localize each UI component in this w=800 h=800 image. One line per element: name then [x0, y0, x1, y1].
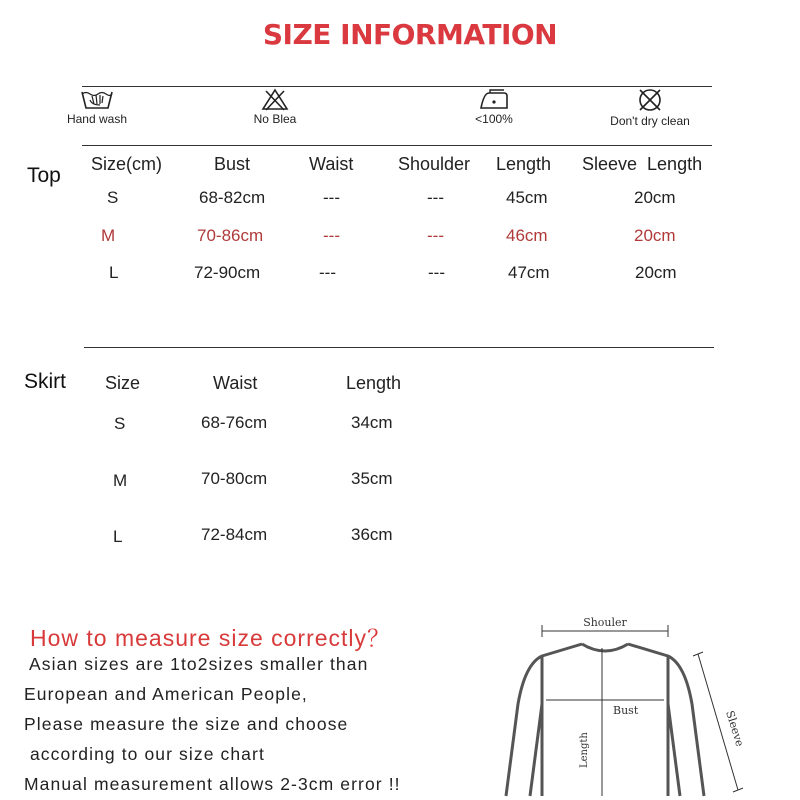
diagram-length-label: Length — [579, 732, 590, 768]
top-row-l-bust: 72-90cm — [194, 263, 261, 282]
howto-line: according to our size chart — [24, 744, 265, 764]
top-row-s-shoulder: --- — [427, 188, 444, 207]
skirt-row-s-waist: 68-76cm — [201, 413, 268, 432]
iron-label: <100% — [475, 112, 513, 126]
hand-wash-icon — [80, 88, 114, 112]
diagram-shoulder-label: Shouler — [583, 616, 627, 629]
howto-line: European and American People, — [24, 684, 308, 704]
howto-line: Asian sizes are 1to2sizes smaller than — [24, 654, 369, 674]
top-row-l-waist: --- — [319, 263, 336, 282]
top-row-l-size: L — [109, 263, 119, 282]
top-row-m-shoulder: --- — [427, 226, 444, 245]
skirt-row-m-waist: 70-80cm — [201, 469, 268, 488]
top-header-sleeve-length: Sleeve Length — [582, 154, 703, 174]
top-row-m-bust: 70-86cm — [197, 226, 264, 245]
howto-line: Please measure the size and choose — [24, 714, 349, 734]
care-bottom-divider — [82, 145, 712, 146]
care-hand-wash — [60, 88, 134, 126]
top-row-m-size: M — [101, 226, 116, 245]
top-row-m-sleeve: 20cm — [634, 226, 676, 245]
top-row-l-shoulder: --- — [428, 263, 445, 282]
page-title: SIZE INFORMATION — [262, 18, 558, 51]
top-row-m-length: 46cm — [506, 226, 548, 245]
skirt-row-m-length: 35cm — [351, 469, 393, 488]
top-row-s-sleeve: 20cm — [634, 188, 676, 207]
top-header-length: Length — [496, 154, 552, 174]
skirt-header-size: Size — [105, 373, 141, 393]
top-row-l-length: 47cm — [508, 263, 550, 282]
care-no-dry-clean — [602, 88, 698, 128]
measure-lines — [542, 625, 743, 796]
top-row-s-waist: --- — [323, 188, 340, 207]
sweater-outline — [506, 644, 704, 796]
skirt-row-l-length: 36cm — [351, 525, 393, 544]
no-dry-clean-icon — [637, 88, 663, 112]
skirt-header-waist: Waist — [213, 373, 258, 393]
top-row-s-length: 45cm — [506, 188, 548, 207]
care-top-divider — [82, 86, 712, 87]
skirt-row-m-size: M — [113, 471, 128, 490]
skirt-row-l-size: L — [113, 527, 123, 546]
top-row-l-sleeve: 20cm — [635, 263, 677, 282]
care-no-bleach — [240, 88, 310, 126]
care-iron — [462, 88, 526, 126]
top-section-label: Top — [27, 164, 61, 187]
top-header-shoulder: Shoulder — [398, 154, 471, 174]
skirt-header-length: Length — [346, 373, 402, 393]
top-header-bust: Bust — [214, 154, 251, 174]
skirt-row-s-length: 34cm — [351, 413, 393, 432]
top-row-s-bust: 68-82cm — [199, 188, 266, 207]
hand-wash-label: Hand wash — [66, 112, 128, 126]
top-row-s-size: S — [107, 188, 119, 207]
sweater-measurement-diagram — [490, 604, 790, 800]
no-bleach-label: No Blea — [253, 112, 297, 126]
top-header-size: Size(cm) — [91, 154, 162, 174]
diagram-sleeve-label: Sleeve — [723, 709, 747, 749]
top-header-waist: Waist — [309, 154, 354, 174]
top-row-m-waist: --- — [323, 226, 340, 245]
iron-icon — [477, 88, 511, 112]
diagram-bust-label: Bust — [613, 704, 639, 717]
no-bleach-icon — [261, 88, 289, 112]
howto-line: Manual measurement allows 2-3cm error !! — [24, 774, 401, 794]
skirt-row-l-waist: 72-84cm — [201, 525, 268, 544]
no-dry-clean-label: Don't dry clean — [610, 114, 690, 128]
skirt-row-s-size: S — [114, 414, 126, 433]
skirt-divider — [84, 347, 714, 348]
howto-title: How to measure size correctly？ — [30, 625, 392, 651]
skirt-section-label: Skirt — [24, 370, 66, 393]
